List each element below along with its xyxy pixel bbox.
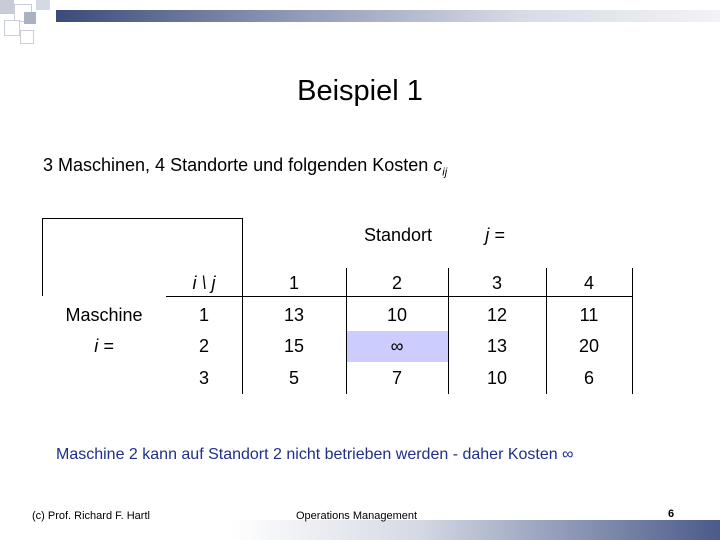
- table-rule: [546, 268, 547, 394]
- cost-cell: 5: [288, 368, 299, 388]
- decor-square: [4, 20, 20, 36]
- decor-square: [20, 30, 34, 44]
- standort-label: Standort: [363, 225, 433, 245]
- decor-square: [0, 0, 14, 14]
- row-index: 1: [198, 305, 209, 325]
- row-index: 3: [198, 368, 209, 388]
- header-gradient-bar: [56, 10, 720, 22]
- table-rule: [242, 268, 243, 394]
- cost-cell: 13: [486, 336, 508, 356]
- note-text: Maschine 2 kann auf Standort 2 nicht betrieben werden - daher Kosten ∞: [56, 446, 574, 463]
- table-rule: [166, 296, 632, 297]
- row-index: 2: [198, 336, 209, 356]
- cost-cell: 13: [283, 305, 305, 325]
- table-rule: [632, 268, 633, 394]
- decor-square: [36, 0, 50, 10]
- decor-square: [24, 12, 36, 24]
- column-header: 1: [288, 273, 299, 293]
- column-header: 3: [491, 273, 502, 293]
- footer-course: Operations Management: [296, 510, 418, 522]
- cost-cell: 12: [486, 305, 508, 325]
- cost-cell: 10: [486, 368, 508, 388]
- slide-title: Beispiel 1: [297, 75, 423, 107]
- footer-author: (c) Prof. Richard F. Hartl: [32, 510, 150, 522]
- maschine-label: Maschine: [65, 305, 143, 325]
- footer-gradient-bar: [0, 520, 720, 540]
- intro-text: [43, 155, 447, 179]
- cost-variable: c: [433, 155, 443, 175]
- table-border: [42, 218, 43, 296]
- table-rule: [346, 268, 347, 394]
- table-border: [42, 218, 242, 219]
- table-rule: [448, 268, 449, 394]
- j-label: j =: [485, 225, 505, 245]
- cost-cell: 11: [579, 305, 599, 325]
- intro-label: 3 Maschinen, 4 Standorte und folgenden Kosten: [43, 155, 434, 175]
- cost-cell: 20: [578, 336, 600, 356]
- cost-subscript: ij: [442, 166, 448, 179]
- cost-cell: 6: [583, 368, 594, 388]
- i-label: i =: [94, 336, 114, 356]
- page-number: 6: [668, 508, 675, 520]
- column-header: 2: [391, 273, 402, 293]
- corner-label: i \ j: [192, 273, 216, 293]
- cost-cell: 7: [391, 368, 402, 388]
- infinite-cost-cell: ∞: [346, 331, 448, 362]
- cost-cell: 15: [283, 336, 305, 356]
- column-header: 4: [583, 273, 594, 293]
- cost-cell: 10: [386, 305, 408, 325]
